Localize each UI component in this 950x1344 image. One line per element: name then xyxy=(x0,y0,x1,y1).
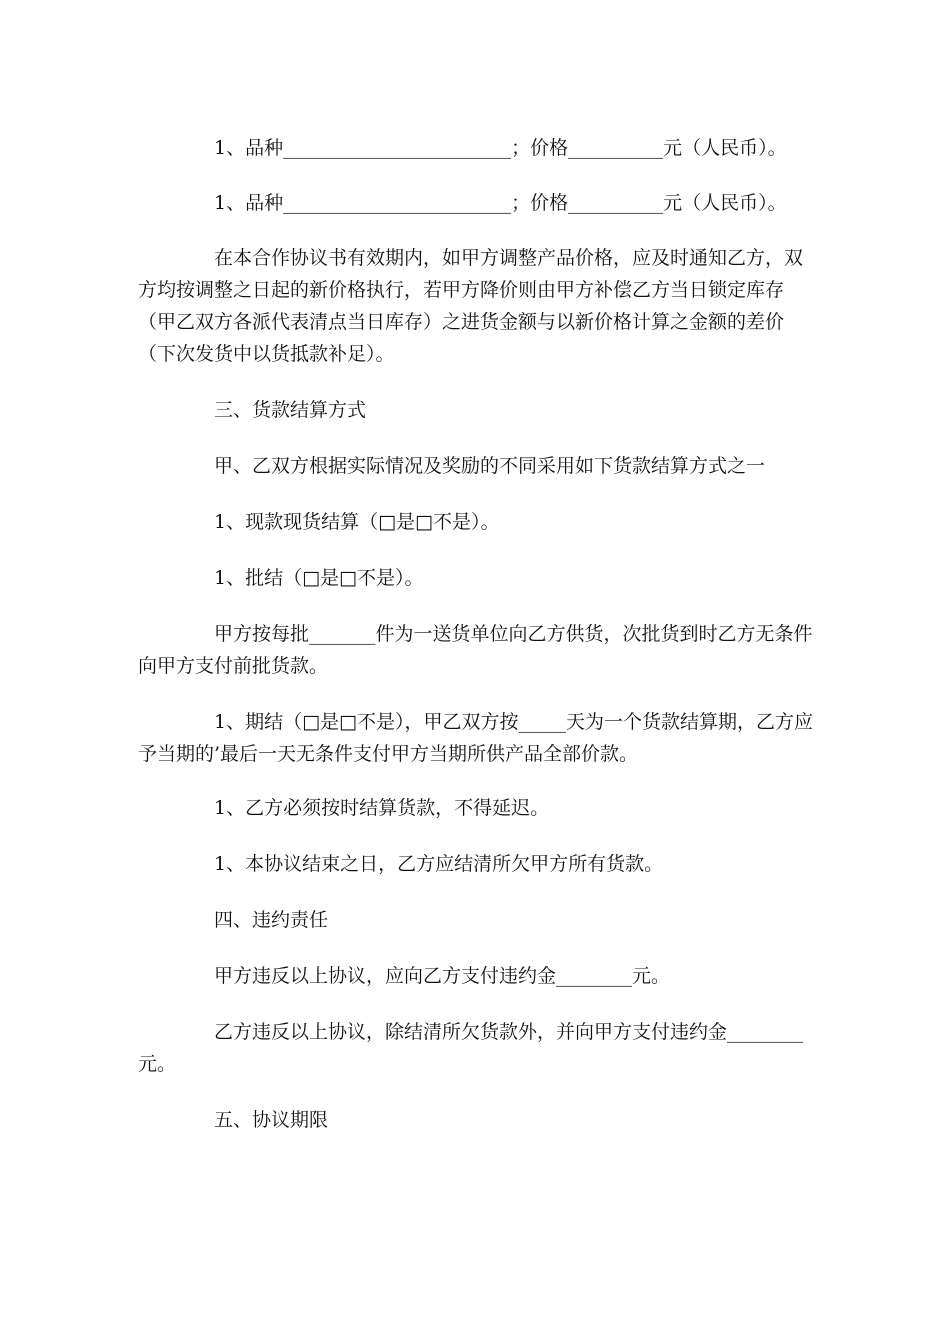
section-heading-payment-settlement: 三、货款结算方式 xyxy=(214,399,367,421)
cash-settlement-item: 1、现款现货结算（□是□不是）。 xyxy=(214,511,500,533)
batch-settlement-item: 1、批结（□是□不是）。 xyxy=(214,567,424,589)
item-variety-price-2: 1、品种________________________；价格__________元（人民币）。 xyxy=(214,192,787,214)
party-b-breach-paragraph: 乙方违反以上协议，除结清所欠货款外，并向甲方支付违约金________元。 xyxy=(138,1021,804,1075)
agreement-end-settlement-item: 1、本协议结束之日，乙方应结清所欠甲方所有货款。 xyxy=(214,853,664,875)
section-heading-term: 五、协议期限 xyxy=(214,1109,329,1131)
settlement-intro-paragraph: 甲、乙双方根据实际情况及奖励的不同采用如下货款结算方式之一 xyxy=(214,455,766,477)
section-heading-liability: 四、违约责任 xyxy=(214,909,329,931)
batch-supply-paragraph: 甲方按每批_______件为一送货单位向乙方供货，次批货到时乙方无条件向甲方支付前批货款。 xyxy=(138,623,813,677)
period-settlement-item: 1、期结（□是□不是），甲乙双方按_____天为一个货款结算期，乙方应予当期的’最后一天无条件支付甲方当期所供产品全部价款。 xyxy=(138,711,813,765)
party-a-breach-paragraph: 甲方违反以上协议，应向乙方支付违约金________元。 xyxy=(214,965,671,987)
item-variety-price-1: 1、品种________________________；价格__________元（人民币）。 xyxy=(214,137,787,159)
timely-settlement-item: 1、乙方必须按时结算货款，不得延迟。 xyxy=(214,797,550,819)
price-adjustment-paragraph: 在本合作协议书有效期内，如甲方调整产品价格，应及时通知乙方，双方均按调整之日起的新价格执行，若甲方降价则由甲方补偿乙方当日锁定库存（甲乙双方各派代表清点当日库存）之进货金额与以新价格计算之金额的差价（下次发货中以货抵款补足）。 xyxy=(138,247,804,365)
